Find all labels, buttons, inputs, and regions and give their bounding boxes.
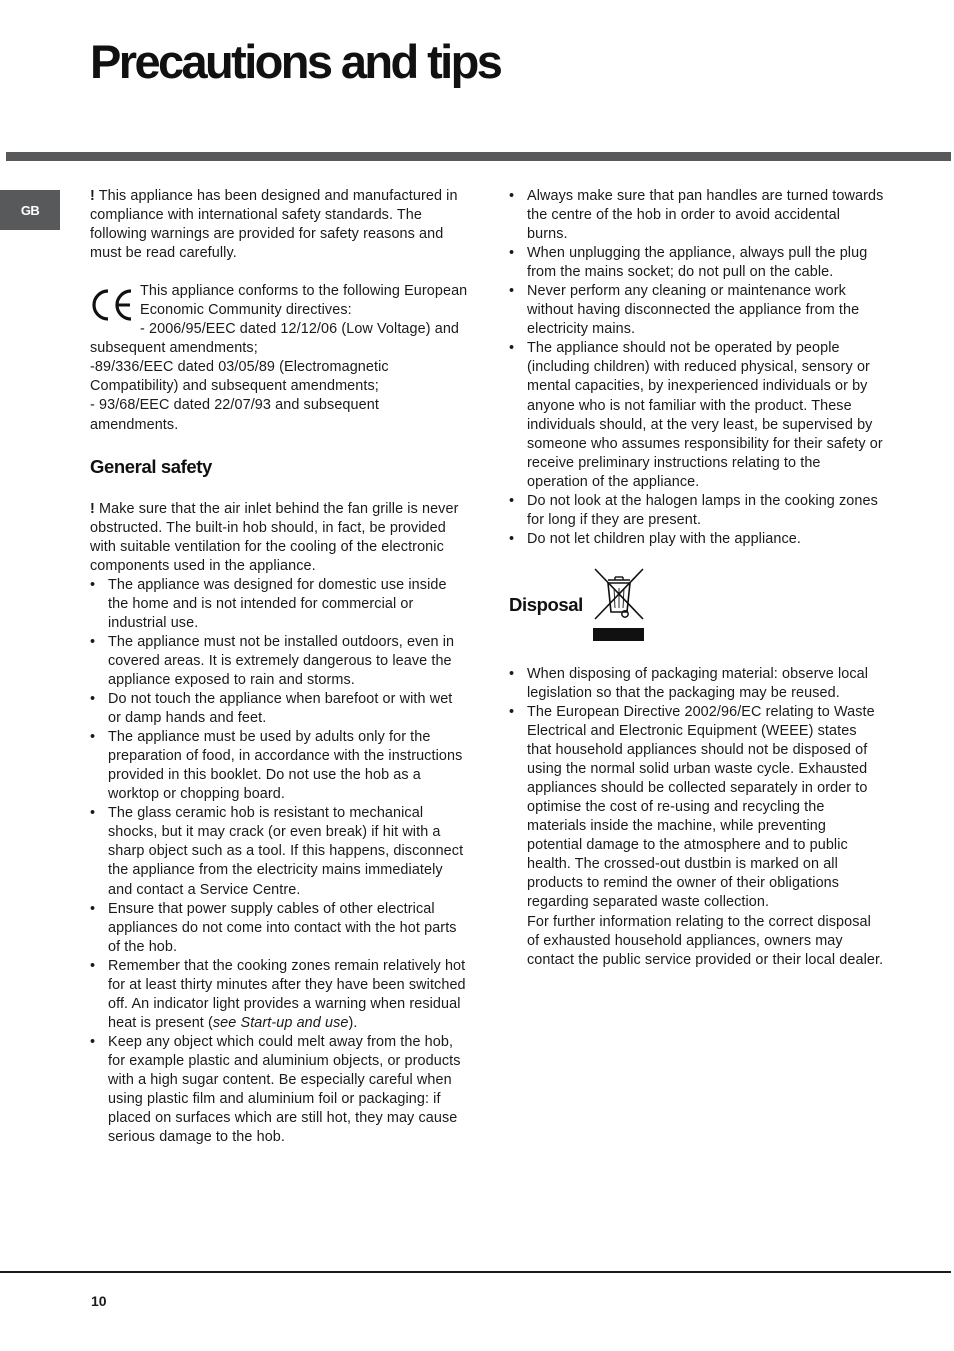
general-safety-list (90, 576, 468, 1147)
ce-directive-low-voltage: - 2006/95/EEC dated 12/12/06 (Low Voltage) and subsequent amendments; (90, 321, 460, 357)
crossed-out-wheelie-bin-icon (593, 568, 645, 650)
list-item: • Ensure that power supply cables of other electrical appliances do not come into contact with the hot parts of the hob. (90, 900, 468, 957)
list-item: • Always make sure that pan handles are turned towards the centre of the hob in order to avoid accidental burns. (509, 187, 884, 244)
list-item (509, 703, 884, 970)
safety-list-continued (509, 187, 884, 549)
weee-text: The European Directive 2002/96/EC relating to Waste Electrical and Electronic Equipment (WEEE) states that household appliances should not be disposed of using the normal solid urban waste cycle. Exhausted appliances should be collected separately in order to optimise the cost of re-using and recycling the materials inside the machine, while preventing potential damage to the atmosphere and to public health. The crossed-out dustbin is marked on all products to remind the owner of their obligations regarding separated waste collection. (527, 703, 875, 911)
list-item: • The glass ceramic hob is resistant to mechanical shocks, but it may crack (or even break) if hit with a sharp object such as a tool. If this happens, disconnect the appliance from the electricity mains immediately and contact a Service Centre. (90, 804, 468, 899)
intro-text: This appliance has been designed and manufactured in compliance with international safety standards. The following warnings are provided for safety reasons and must be read carefully. (90, 188, 458, 262)
list-item: • Do not look at the halogen lamps in the cooking zones for long if they are present. (509, 492, 884, 530)
warning-exclamation: ! (90, 188, 95, 204)
ce-mark-icon (90, 288, 136, 322)
page-title: Precautions and tips (90, 35, 501, 88)
list-item: • Keep any object which could melt away from the hob, for example plastic and aluminium objects, or products with a high sugar content. Be especially careful when using plastic film and aluminium foil or packaging: if placed on surfaces which are still hot, they may cause serious damage to the hob. (90, 1033, 468, 1147)
list-item: • Do not let children play with the appliance. (509, 530, 884, 549)
further-information-text: For further information relating to the correct disposal of exhausted household appliances, owners may contact the public service provided or their local dealer. (527, 913, 884, 968)
start-up-reference: see Start-up and use (212, 1014, 349, 1031)
page-number: 10 (91, 1293, 107, 1309)
disposal-list (509, 665, 884, 970)
list-item: • The appliance must not be installed outdoors, even in covered areas. It is extremely dangerous to leave the appliance exposed to rain and storms. (90, 633, 468, 690)
residual-heat-end: ). (348, 1014, 358, 1031)
footer-rule (0, 1271, 951, 1273)
right-column (509, 187, 884, 970)
disposal-header (509, 549, 884, 649)
intro-paragraph (90, 187, 468, 263)
header-divider-bar (6, 152, 951, 161)
left-column (90, 187, 468, 1147)
list-item: • Do not touch the appliance when barefoot or with wet or damp hands and feet. (90, 690, 468, 728)
ce-directive-emc: -89/336/EEC dated 03/05/89 (Electromagnetic Compatibility) and subsequent amendments; (90, 359, 389, 395)
general-safety-intro-text: Make sure that the air inlet behind the fan grille is never obstructed. The built-in hob should, in fact, be provided with suitable ventilation for the cooling of the electronic components used in the appliance. (90, 500, 459, 574)
list-item: • When disposing of packaging material: observe local legislation so that the packaging may be reused. (509, 665, 884, 703)
disposal-heading: Disposal (509, 593, 583, 615)
general-safety-heading: General safety (90, 455, 212, 477)
list-item (90, 957, 468, 1033)
ce-conformity (90, 282, 468, 434)
list-item: • The appliance was designed for domestic use inside the home and is not intended for commercial or industrial use. (90, 576, 468, 633)
ce-text: This appliance conforms to the following European Economic Community directives: (140, 283, 468, 319)
residual-heat-text: Remember that the cooking zones remain relatively hot for at least thirty minutes after they have been switched off. An indicator light provides a warning when residual heat is present ( (108, 957, 466, 1031)
list-item: • The appliance must be used by adults only for the preparation of food, in accordance with the instructions provided in this booklet. Do not use the hob as a worktop or chopping board. (90, 728, 468, 804)
warning-exclamation: ! (90, 500, 95, 517)
general-safety-intro (90, 500, 468, 576)
language-tab: GB (0, 190, 60, 230)
list-item: • The appliance should not be operated by people (including children) with reduced physical, sensory or mental capacities, by inexperienced individuals or by anyone who is not familiar with the product. These individuals should, at the very least, be supervised by someone who assumes responsibility for their safety or receive preliminary instructions relating to the operation of the appliance. (509, 339, 884, 491)
list-item: • Never perform any cleaning or maintenance work without having disconnected the appliance from the electricity mains. (509, 282, 884, 339)
list-item: • When unplugging the appliance, always pull the plug from the mains socket; do not pull on the cable. (509, 244, 884, 282)
ce-directive-93-68: - 93/68/EEC dated 22/07/93 and subsequent amendments. (90, 397, 379, 433)
